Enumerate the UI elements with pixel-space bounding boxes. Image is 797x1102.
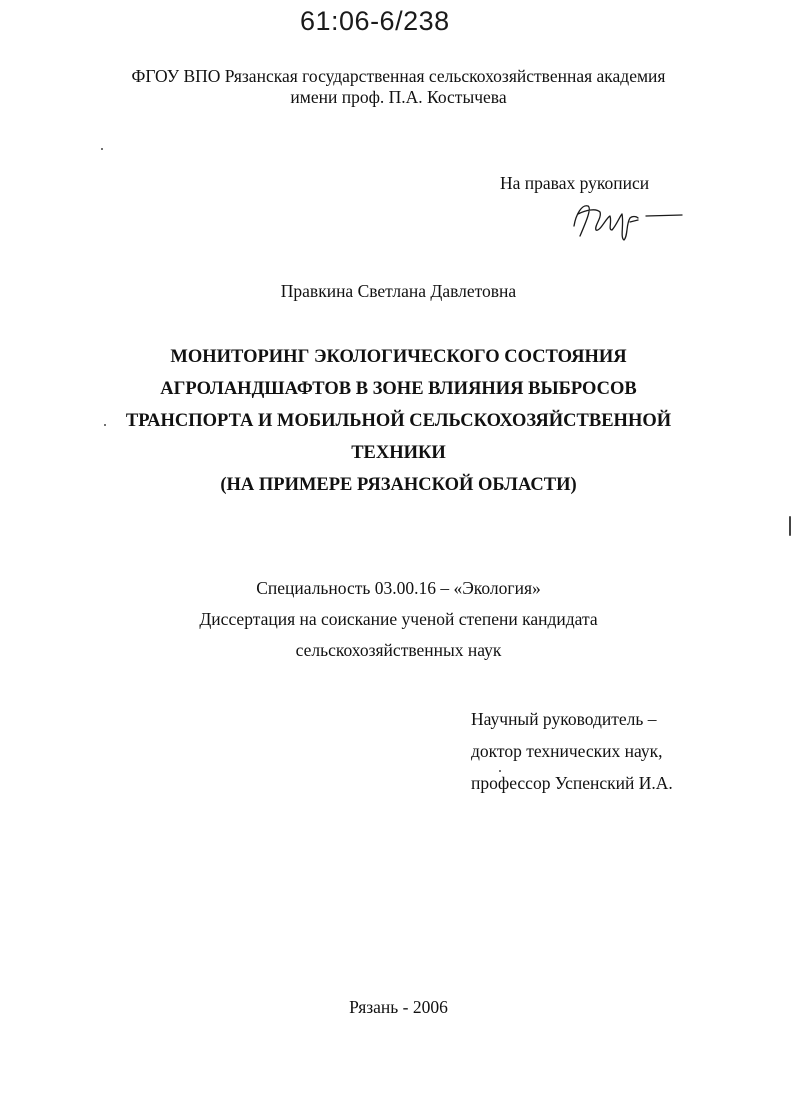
- scan-speck: [499, 770, 501, 772]
- scan-speck: [101, 148, 103, 150]
- institution-line: ФГОУ ВПО Рязанская государственная сельскохозяйственная академия: [131, 66, 666, 86]
- title-line: ТЕХНИКИ: [351, 443, 446, 463]
- catalog-number: 61:06-6/238: [300, 6, 450, 36]
- supervisor-line: доктор технических наук,: [471, 741, 663, 761]
- specialty-line: Диссертация на соискание ученой степени кандидата: [199, 609, 598, 629]
- supervisor-block: [471, 703, 771, 799]
- institution-name: [40, 66, 757, 108]
- handwritten-signature: [566, 196, 686, 246]
- author-name: Правкина Светлана Давлетовна: [280, 281, 517, 301]
- institution-line: имени проф. П.А. Костычева: [290, 87, 507, 107]
- specialty-line: Специальность 03.00.16 – «Экология»: [256, 578, 541, 598]
- rights-note: На правах рукописи: [500, 173, 650, 193]
- title-line: АГРОЛАНДШАФТОВ В ЗОНЕ ВЛИЯНИЯ ВЫБРОСОВ: [160, 379, 637, 399]
- title-line: (НА ПРИМЕРЕ РЯЗАНСКОЙ ОБЛАСТИ): [220, 475, 577, 495]
- supervisor-line: Научный руководитель –: [471, 709, 657, 729]
- title-line: ТРАНСПОРТА И МОБИЛЬНОЙ СЕЛЬСКОХОЗЯЙСТВЕННОЙ: [125, 411, 672, 431]
- city-year: Рязань - 2006: [349, 997, 448, 1017]
- specialty-line: сельскохозяйственных наук: [295, 640, 502, 660]
- dissertation-title: [40, 341, 757, 501]
- scan-speck: [104, 424, 106, 426]
- specialty-block: [40, 573, 757, 666]
- scan-speck: [789, 516, 791, 536]
- title-line: МОНИТОРИНГ ЭКОЛОГИЧЕСКОГО СОСТОЯНИЯ: [170, 347, 627, 367]
- supervisor-line: профессор Успенский И.А.: [471, 773, 673, 793]
